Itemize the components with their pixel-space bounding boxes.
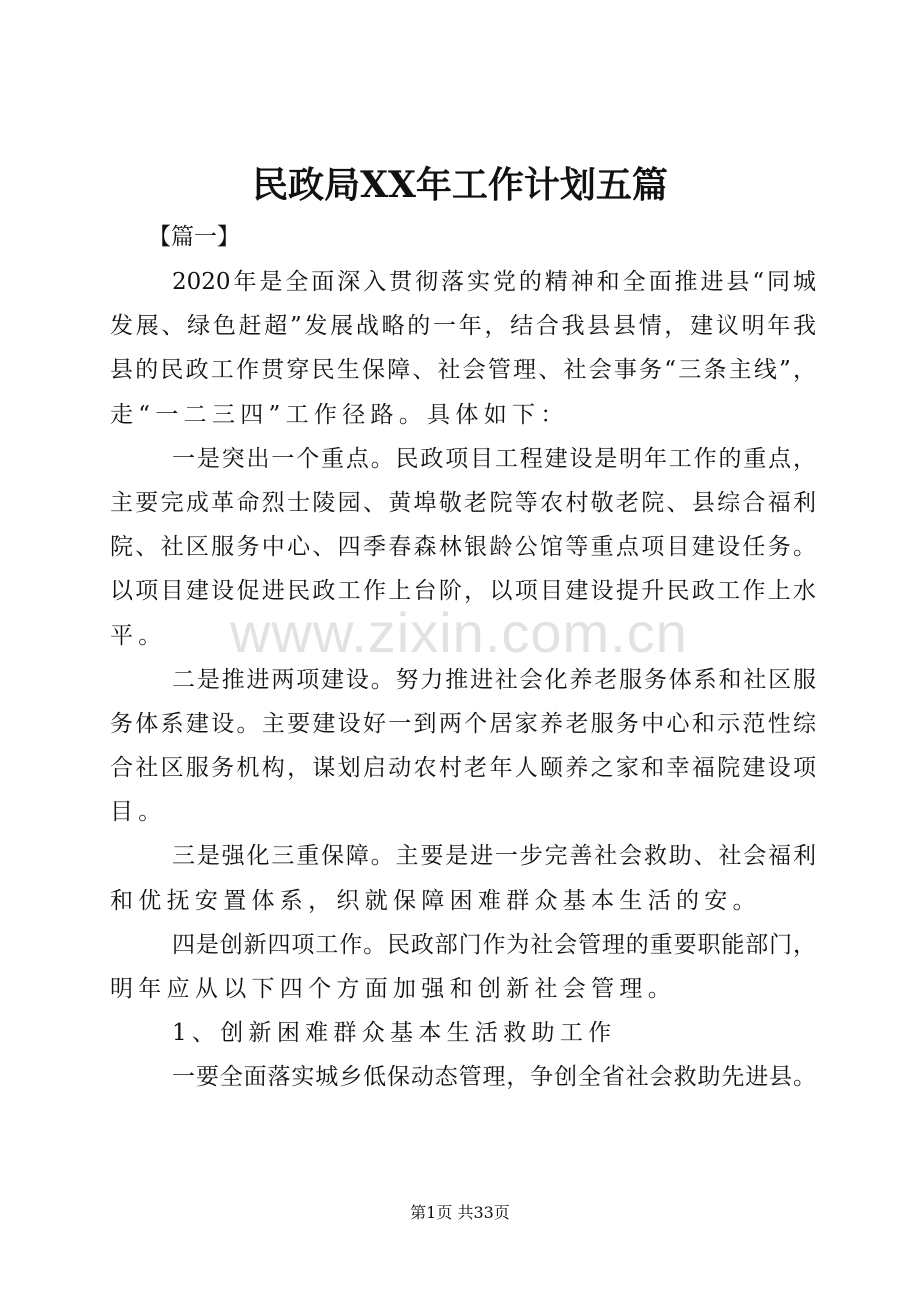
text-line: 三是强化三重保障。主要是进一步完善社会救助、社会福利 [172, 843, 816, 870]
text-line: 以项目建设促进民政工作上台阶，以项目建设提升民政工作上水 [110, 578, 816, 605]
text-line: 平。 [110, 622, 167, 649]
document-body [110, 260, 816, 1100]
text-line: 发展、绿色赶超”发展战略的一年，结合我县县情，建议明年我 [110, 313, 816, 340]
text-line: 走“一二三四”工作径路。具体如下： [110, 401, 569, 428]
section-heading: 【篇一】 [148, 224, 240, 250]
text-line: 二是推进两项建设。努力推进社会化养老服务体系和社区服 [172, 666, 816, 693]
text-line: 主要完成革命烈士陵园、黄埠敬老院等农村敬老院、县综合福利 [110, 489, 816, 516]
text-line: 一要全面落实城乡低保动态管理，争创全省社会救助先进县。 [172, 1064, 816, 1091]
text-line: 县的民政工作贯穿民生保障、社会管理、社会事务“三条主线”， [110, 357, 816, 384]
text-line: 四是创新四项工作。民政部门作为社会管理的重要职能部门， [172, 931, 816, 958]
page-footer: 第1页 共33页 [410, 1203, 510, 1222]
document-title: 民政局XX年工作计划五篇 [252, 164, 668, 206]
text-line: 目。 [110, 799, 167, 826]
text-line: 2020年是全面深入贯彻落实党的精神和全面推进县“同城 [172, 269, 816, 295]
text-line: 务体系建设。主要建设好一到两个居家养老服务中心和示范性综 [110, 710, 816, 737]
text-line: 院、社区服务中心、四季春森林银龄公馆等重点项目建设任务。 [110, 534, 816, 561]
watermark: www.zixin.com.cn [230, 601, 688, 664]
text-line: 明年应从以下四个方面加强和创新社会管理。 [110, 976, 676, 1002]
text-line: 和优抚安置体系，织就保障困难群众基本生活的安。 [110, 887, 761, 914]
text-line: 一是突出一个重点。民政项目工程建设是明年工作的重点， [172, 445, 816, 472]
text-line: 合社区服务机构，谋划启动农村老年人颐养之家和幸福院建设项 [110, 755, 816, 782]
text-line: 1、创新困难群众基本生活救助工作 [172, 1020, 617, 1047]
